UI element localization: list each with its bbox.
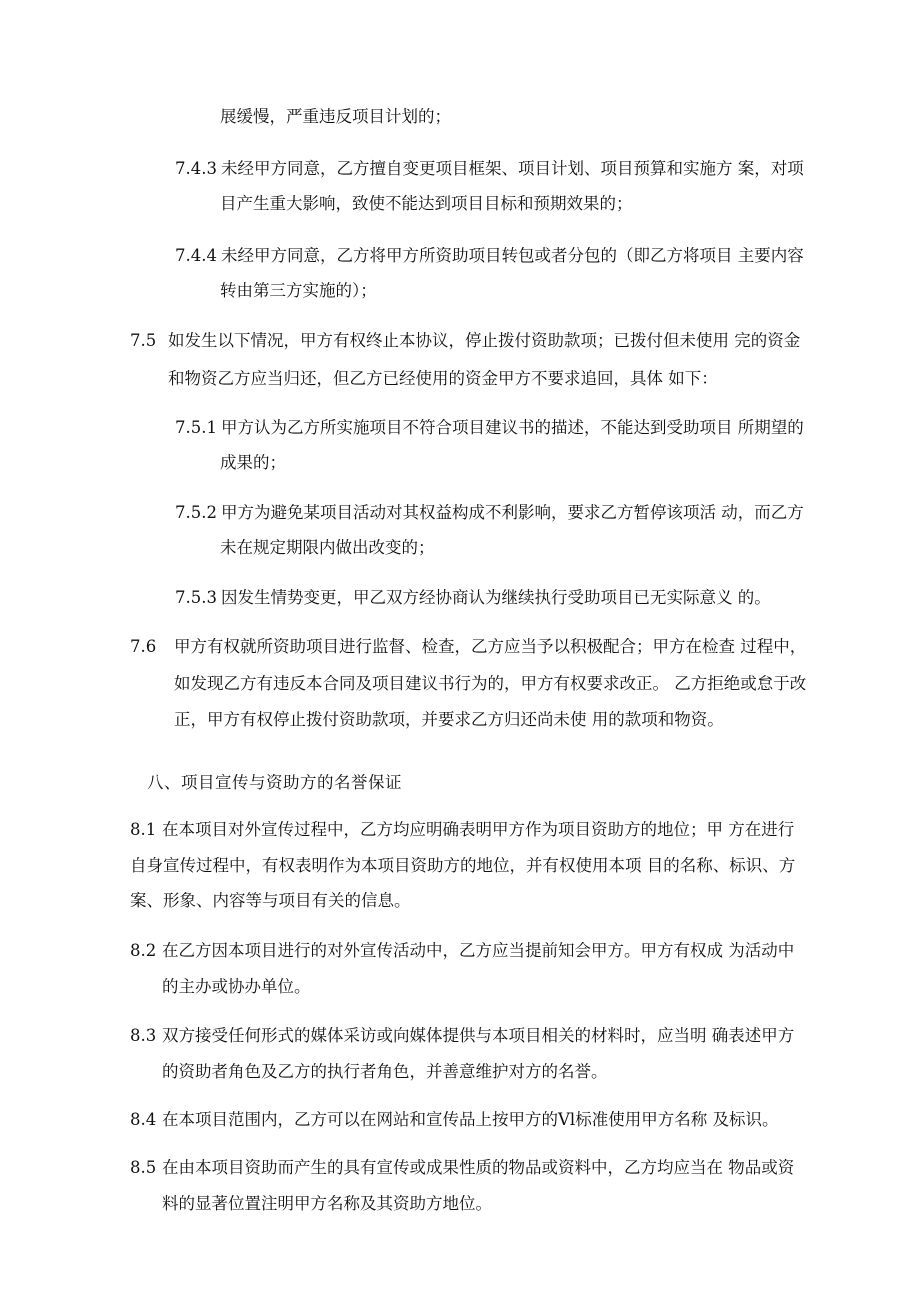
clause-number: 7.5: [130, 331, 157, 350]
clause-number: 8.1: [130, 820, 157, 839]
paragraph-line: 正，甲方有权停止拨付资助款项，并要求乙方归还尚未使 用的款项和物资。: [174, 710, 724, 729]
clause-8-3: 8.3 双方接受任何形式的媒体采访或向媒体提供与本项目相关的材料时，应当明 确表述甲方: [130, 1026, 795, 1045]
clause-7-5-1: 7.5.1 甲方认为乙方所实施项目不符合项目建议书的描述，不能达到受助项目 所期望的: [175, 418, 804, 437]
clause-8-4: 8.4 在本项目范围内，乙方可以在网站和宣传品上按甲方的Vl标准使用甲方名称 及标识。: [130, 1110, 779, 1129]
clause-7-6: 7.6 甲方有权就所资助项目进行监督、检查，乙方应当予以积极配合；甲方在检查 过程中，: [130, 637, 807, 656]
clause-7-4-3: 7.4.3 未经甲方同意，乙方擅自变更项目框架、项目计划、项目预算和实施方 案，对项: [175, 159, 804, 178]
clause-number: 7.4.4: [175, 246, 217, 265]
clause-number: 8.3: [130, 1026, 157, 1045]
clause-number: 8.2: [130, 941, 157, 960]
clause-8-2: 8.2 在乙方因本项目进行的对外宣传活动中，乙方应当提前知会甲方。甲方有权成 为活动中: [130, 941, 795, 960]
clause-number: 7.6: [130, 637, 157, 656]
clause-7-5-3: 7.5.3 因发生情势变更，甲乙双方经协商认为继续执行受助项目已无实际意义 的。: [175, 588, 771, 607]
paragraph-line: 转由第三方实施的）；: [220, 281, 377, 300]
clause-8-5: 8.5 在由本项目资助而产生的具有宣传或成果性质的物品或资料中，乙方均应当在 物品或资: [130, 1158, 795, 1177]
paragraph-line: 如发现乙方有违反本合同及项目建议书行为的，甲方有权要求改正。 乙方拒绝或怠于改: [174, 674, 807, 693]
clause-8-1: 8.1 在本项目对外宣传过程中，乙方均应明确表明甲方作为项目资助方的地位；甲 方在进行: [130, 820, 795, 839]
clause-number: 7.5.1: [175, 418, 217, 437]
paragraph-line: 自身宣传过程中，有权表明作为本项目资助方的地位，并有权使用本项 目的名称、标识、方: [130, 856, 796, 875]
clause-7-5-2: 7.5.2 甲方为避免某项目活动对其权益构成不利影响，要求乙方暂停该项活 动，而乙方: [175, 503, 804, 522]
clause-number: 7.5.3: [175, 588, 217, 607]
clause-7-5: 7.5 如发生以下情况，甲方有权终止本协议，停止拨付资助款项；已拨付但未使用 完的资金: [130, 331, 801, 350]
section-heading: 八、项目宣传与资助方的名誉保证: [147, 773, 402, 792]
clause-7-4-4: 7.4.4 未经甲方同意，乙方将甲方所资助项目转包或者分包的（即乙方将项目 主要内容: [175, 246, 804, 265]
clause-number: 7.4.3: [175, 159, 217, 178]
paragraph-line: 的主办或协办单位。: [162, 977, 311, 996]
paragraph-line: 案、形象、内容等与项目有关的信息。: [130, 891, 411, 910]
clause-number: 7.5.2: [175, 503, 217, 522]
paragraph-line: 料的显著位置注明甲方名称及其资助方地位。: [162, 1194, 492, 1213]
paragraph-line: 目产生重大影响，致使不能达到项目目标和预期效果的；: [220, 194, 633, 213]
paragraph-line: 展缓慢，严重违反项目计划的；: [220, 107, 451, 126]
paragraph-line: 的资助者角色及乙方的执行者角色，并善意维护对方的名誉。: [162, 1062, 608, 1081]
paragraph-line: 成果的；: [220, 453, 286, 472]
paragraph-line: 未在规定期限内做出改变的；: [220, 538, 435, 557]
paragraph-line: 和物资乙方应当归还，但乙方已经使用的资金甲方不要求追回，具体 如下：: [168, 369, 718, 388]
clause-number: 8.4: [130, 1110, 157, 1129]
clause-number: 8.5: [130, 1158, 157, 1177]
